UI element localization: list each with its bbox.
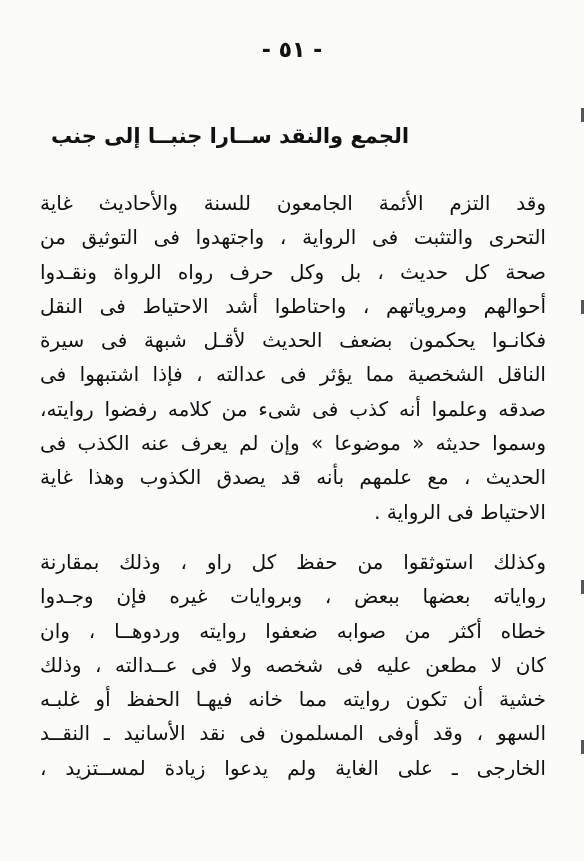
text-line: السهو ، وقد أوفى المسلمون فى نقد الأسانيد ـ النقــد xyxy=(40,721,546,746)
text-line: صحة كل حديث ، بل وكل حرف رواه الرواة ونقـدوا xyxy=(40,259,546,284)
text-line: الاحتياط فى الرواية . xyxy=(374,499,546,524)
text-line: كان لا مطعن عليه فى شخصه ولا فى عــدالته ، وذلك xyxy=(40,652,546,677)
text-line: الحديث ، مع علمهم بأنه قد يصدق الكذوب وهذا غاية xyxy=(40,465,546,490)
text-line: الخارجى ـ على الغاية ولم يدعوا زيادة لمســتزيد ، xyxy=(40,755,546,780)
text-line: الناقل الشخصية مما يؤثر فى عدالته ، فإذا اشتبهوا فى xyxy=(40,362,546,387)
paragraph xyxy=(40,545,546,785)
text-line: وكذلك استوثقوا من حفظ كل راو ، وذلك بمقارنة xyxy=(40,550,546,574)
text-line: فكانـوا يحكمون بضعف الحديث لأقـل شبهة فى سيرة xyxy=(40,328,546,353)
text-line: رواياته بعضها ببعض ، وبروايات غيره فإن وجـدوا xyxy=(40,584,546,609)
text-line: وسموا حديثه « موضوعا » وإن لم يعرف عنه الكذب فى xyxy=(40,431,546,456)
page-number: - ٥١ - xyxy=(261,38,323,63)
section-heading: الجمع والنقد ســارا جنبــا إلى جنب xyxy=(50,124,410,148)
paragraph xyxy=(40,186,546,529)
text-line: أحوالهم ومروياتهم ، واحتاطوا أشد الاحتياط فى النقل xyxy=(40,293,546,318)
text-line: خطاه أكثر من صوابه ضعفوا روايته وردوهــا ، وان xyxy=(40,618,546,643)
text-line: خشية أن تكون روايته مما خانه فيهـا الحفظ أو غلبـه xyxy=(40,687,546,712)
text-line: وقد التزم الأئمة الجامعون للسنة والأحاديث غاية xyxy=(40,191,546,215)
text-line: التحرى والتثبت فى الرواية ، واجتهدوا فى التوثيق من xyxy=(40,225,546,250)
text-line: صدقه وعلموا أنه كذب فى شىء من كلامه رفضوا روايته، xyxy=(40,396,546,421)
